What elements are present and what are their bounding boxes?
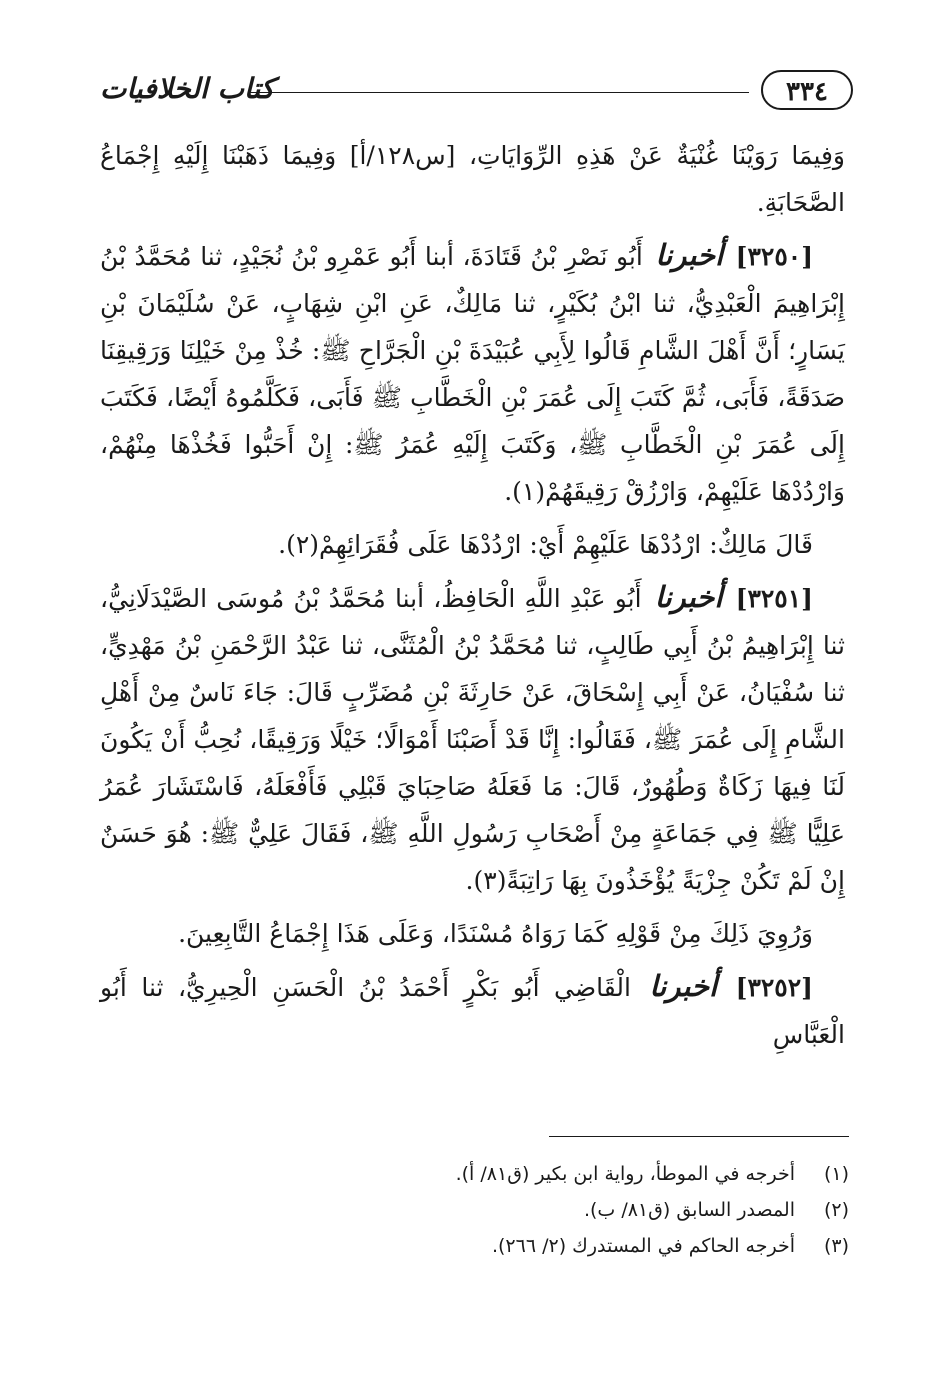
footnote-text: أخرجه الحاكم في المستدرك (٢/ ٢٦٦).	[491, 1235, 795, 1257]
malik-comment: قَالَ مَالِكٌ: ارْدُدْهَا عَلَيْهِمْ أَيْ: ارْدُدْهَا عَلَى فُقَرَائِهِمْ(٢).	[278, 530, 813, 559]
hadith-3252	[100, 963, 845, 1058]
running-title: كتاب الخلافيات	[100, 72, 275, 105]
intro-paragraph: وَفِيمَا رَوَيْنَا غُنْيَةٌ عَنْ هَذِهِ الرِّوَايَاتِ، [س١٢٨/أ] وَفِيمَا ذَهَبْنَا إِلَيْهِ إِجْمَاعُ الصَّحَابَةِ.	[100, 141, 846, 217]
footnote-number: (٣)	[823, 1235, 849, 1257]
hadith-text: أَبُو نَصْرِ بْنُ قَتَادَةَ، أبنا أَبُو عَمْرِو بْنُ نُجَيْدٍ، ثنا مُحَمَّدُ بْنُ إِبْرَاهِيمَ الْعَبْدِيُّ، ثنا ابْنُ بُكَيْرٍ، ثنا مَالِكٌ، عَنِ ابْنِ شِهَابٍ، عَنْ سُلَيْمَانَ بْنِ يَسَارٍ؛ أَنَّ أَهْلَ الشَّامِ قَالُوا لِأَبِي عُبَيْدَةَ بْنِ الْجَرَّاحِ ﷺ: خُذْ مِنْ خَيْلِنَا وَرَقِيقِنَا صَدَقَةً، فَأَبَى، ثُمَّ كَتَبَ إِلَى عُمَرَ بْنِ الْخَطَّابِ ﷺ فَأَبَى، فَكَلَّمُوهُ أَيْضًا، فَكَتَبَ إِلَى عُمَرَ بْنِ الْخَطَّابِ ﷺ، وَكَتَبَ إِلَيْهِ عُمَرُ ﷺ: إِنْ أَحَبُّوا فَخُذْهَا مِنْهُمْ، وَارْدُدْهَا عَلَيْهِمْ، وَارْزُقْ رَقِيقَهُمْ(١).	[100, 242, 845, 506]
hadith-3251	[100, 574, 845, 904]
hadith-number: [٣٢٥٢]	[735, 973, 813, 1002]
footnote-number: (٢)	[823, 1199, 849, 1221]
hadith-text: أَبُو عَبْدِ اللَّهِ الْحَافِظُ، أبنا مُحَمَّدُ بْنُ مُوسَى الصَّيْدَلَانِيُّ، ثنا إِبْرَاهِيمُ بْنُ أَبِي طَالِبٍ، ثنا مُحَمَّدُ بْنُ الْمُثَنَّى، ثنا عَبْدُ الرَّحْمَنِ بْنُ مَهْدِيٍّ، ثنا سُفْيَانُ، عَنْ أَبِي إِسْحَاقَ، عَنْ حَارِثَةَ بْنِ مُضَرِّبٍ قَالَ: جَاءَ نَاسٌ مِنْ أَهْلِ الشَّامِ إِلَى عُمَرَ ﷺ، فَقَالُوا: إِنَّا قَدْ أَصَبْنَا أَمْوَالًا؛ خَيْلًا وَرَقِيقًا، نُحِبُّ أَنْ يَكُونَ لَنَا فِيهَا زَكَاةٌ وَطُهُورٌ، قَالَ: مَا فَعَلَهُ صَاحِبَايَ قَبْلِي فَأَفْعَلَهُ، فَاسْتَشَارَ عُمَرُ عَلِيًّا ﷺ فِي جَمَاعَةٍ مِنْ أَصْحَابِ رَسُولِ اللَّهِ ﷺ، فَقَالَ عَلِيٌّ ﷺ: هُوَ حَسَنٌ إِنْ لَمْ تَكُنْ جِزْيَةً يُؤْخَذُونَ بِهَا رَاتِبَةً(٣).	[100, 584, 845, 895]
footnote-text: أخرجه في الموطأ، رواية ابن بكير (ق٨١/ أ).	[455, 1163, 795, 1185]
main-text	[100, 132, 845, 1058]
footnote-text: المصدر السابق (ق٨١/ ب).	[583, 1199, 795, 1221]
book-page	[100, 70, 849, 1300]
hadith-text: الْقَاضِي أَبُو بَكْرٍ أَحْمَدُ بْنُ الْحَسَنِ الْحِيرِيُّ، ثنا أَبُو الْعَبَّاسِ	[100, 973, 845, 1049]
page-header	[100, 70, 845, 118]
hadith-3250	[100, 232, 845, 515]
akhbarana-word: أخبرنا	[649, 969, 718, 1003]
footnote-number: (١)	[823, 1163, 849, 1185]
footnote-item	[104, 1228, 849, 1264]
hadith-number: [٣٢٥١]	[735, 584, 813, 613]
footnote-item	[104, 1156, 849, 1192]
footnote-separator	[549, 1136, 849, 1137]
akhbarana-word: أخبرنا	[654, 580, 723, 614]
akhbarana-word: أخبرنا	[655, 238, 724, 272]
header-rule	[250, 92, 749, 93]
hadith-number: [٣٢٥٠]	[735, 242, 814, 271]
ruwiya-paragraph: وَرُوِيَ ذَلِكَ مِنْ قَوْلِهِ كَمَا رَوَاهُ مُسْنَدًا، وَعَلَى هَذَا إِجْمَاعُ التَّابِعِينَ.	[178, 919, 813, 948]
footnotes	[104, 1156, 849, 1264]
footnote-item	[104, 1192, 849, 1228]
page-number: ٣٣٤	[761, 70, 853, 110]
